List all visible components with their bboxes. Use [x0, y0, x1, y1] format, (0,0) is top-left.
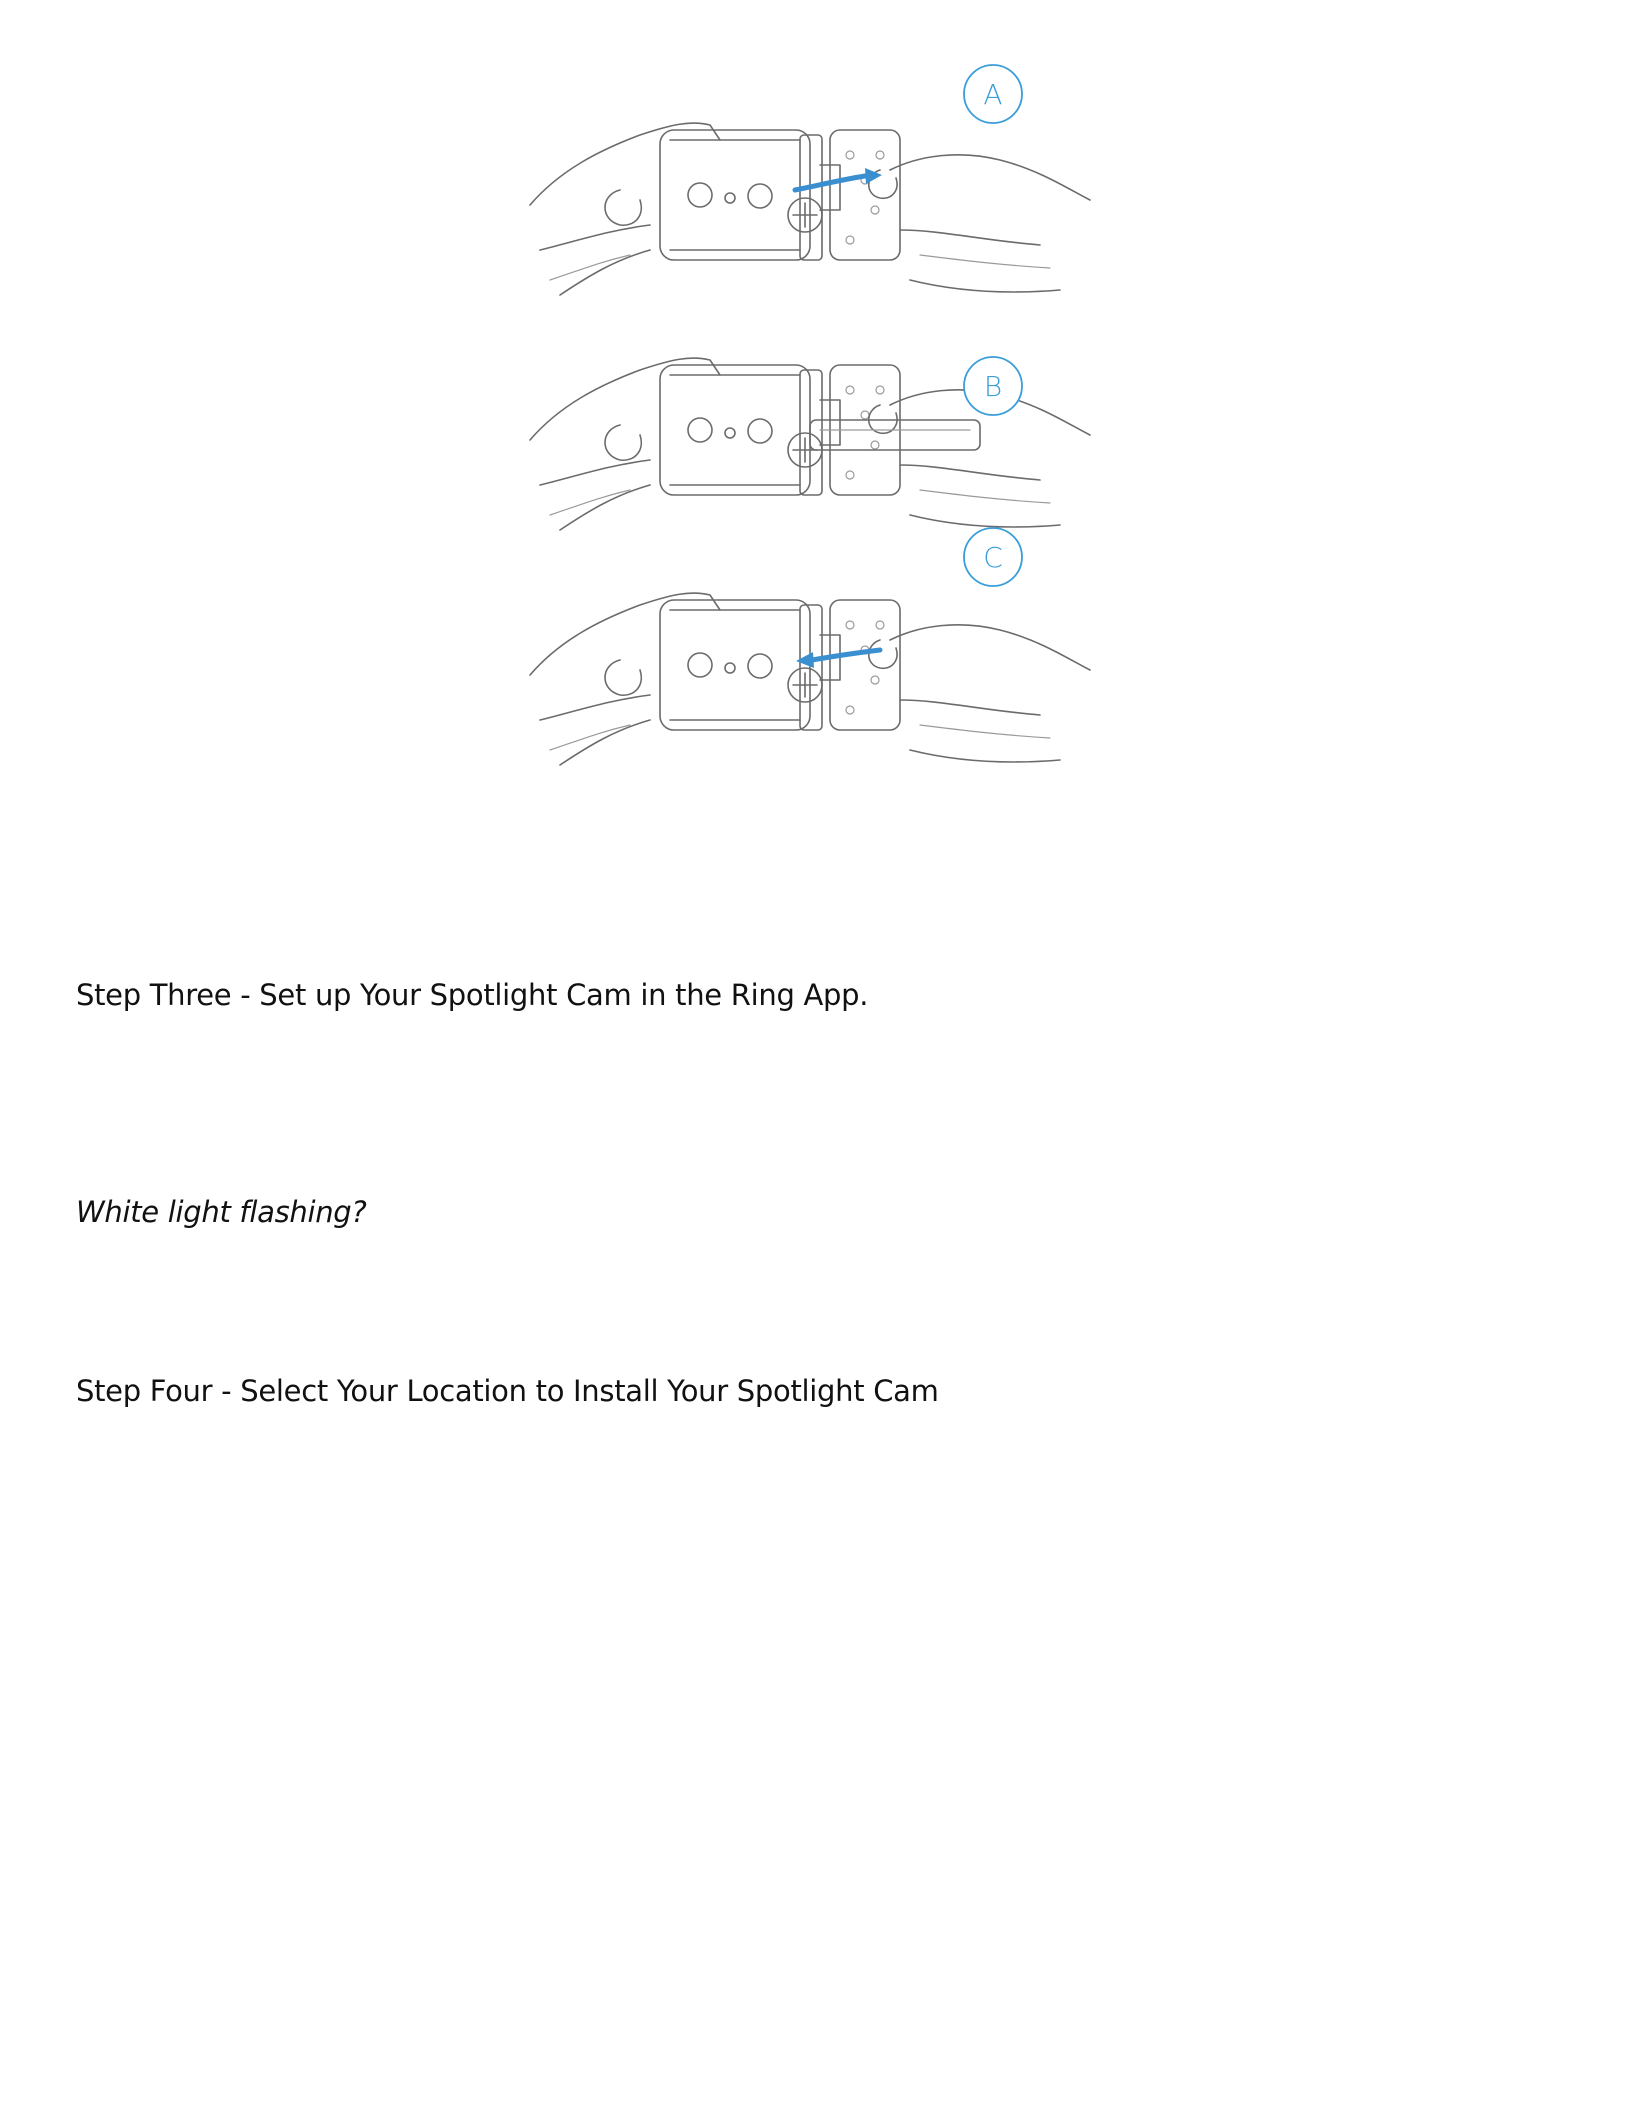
- panel-c-badge: [964, 528, 1022, 586]
- panel-a: [530, 123, 1090, 295]
- panel-a-label: A: [983, 78, 1003, 111]
- panel-c: [530, 593, 1090, 765]
- panel-c-label: C: [983, 541, 1003, 574]
- panel-b-label: B: [983, 370, 1003, 403]
- white-light-flashing-question: White light flashing?: [76, 1195, 367, 1229]
- battery-install-diagram: [520, 60, 1110, 780]
- panel-b-badge: [964, 357, 1022, 415]
- step-four-heading: Step Four - Select Your Location to Install Your Spotlight Cam: [76, 1374, 939, 1408]
- panel-a-badge: [964, 65, 1022, 123]
- step-three-heading: Step Three - Set up Your Spotlight Cam in the Ring App.: [76, 978, 869, 1012]
- battery-install-illustration: [520, 60, 1110, 780]
